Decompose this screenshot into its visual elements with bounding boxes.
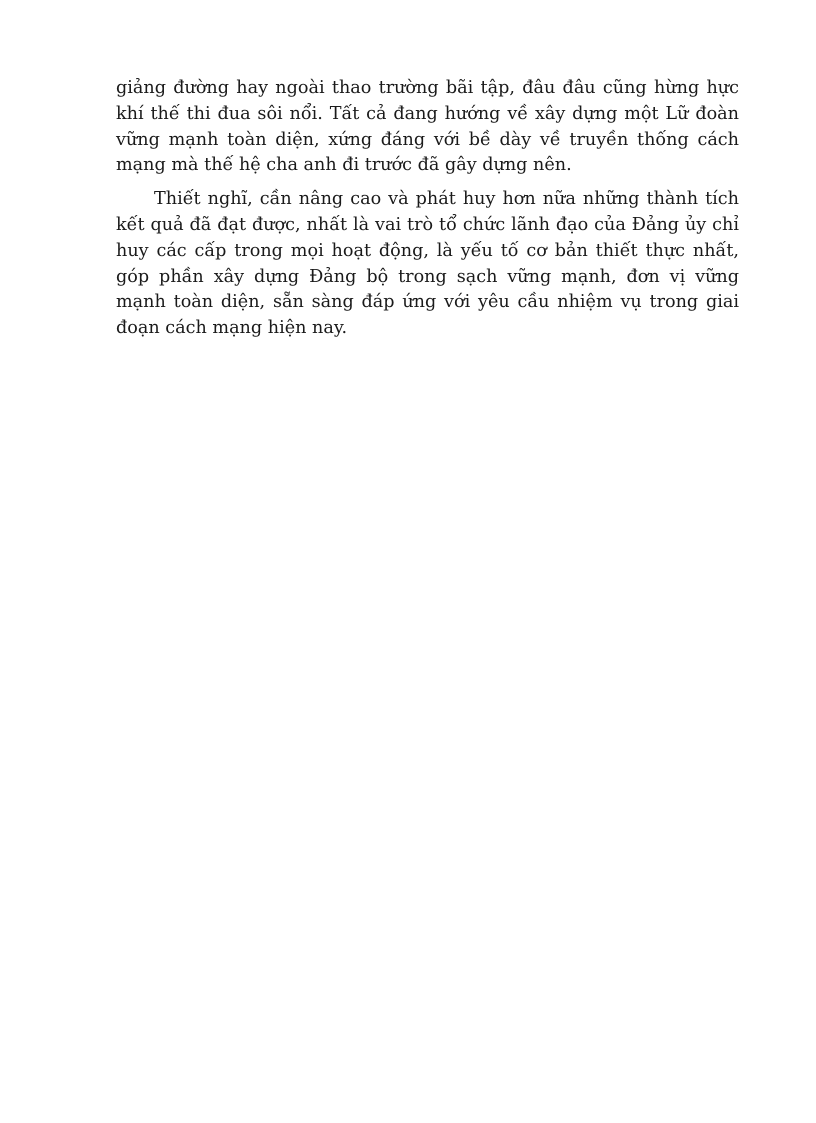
body-text [116, 76, 739, 342]
paragraph-conclusion: Thiết nghĩ, cần nâng cao và phát huy hơn nữa những thành tích kết quả đã đạt được, nhất là vai trò tổ chức lãnh đạo của Đảng ủy chỉ huy các cấp trong mọi hoạt động, là yếu tố cơ bản thiết thực nhất, góp phần xây dựng Đảng bộ trong sạch vững mạnh, đơn vị vững mạnh toàn diện, sẵn sàng đáp ứng với yêu cầu nhiệm vụ trong giai đoạn cách mạng hiện nay. [116, 189, 739, 339]
paragraph-continuation: giảng đường hay ngoài thao trường bãi tập, đâu đâu cũng hừng hực khí thế thi đua sôi nổi. Tất cả đang hướng về xây dựng một Lữ đoàn vững mạnh toàn diện, xứng đáng với bề dày về truyền thống cách mạng mà thế hệ cha anh đi trước đã gây dựng nên. [116, 78, 739, 176]
